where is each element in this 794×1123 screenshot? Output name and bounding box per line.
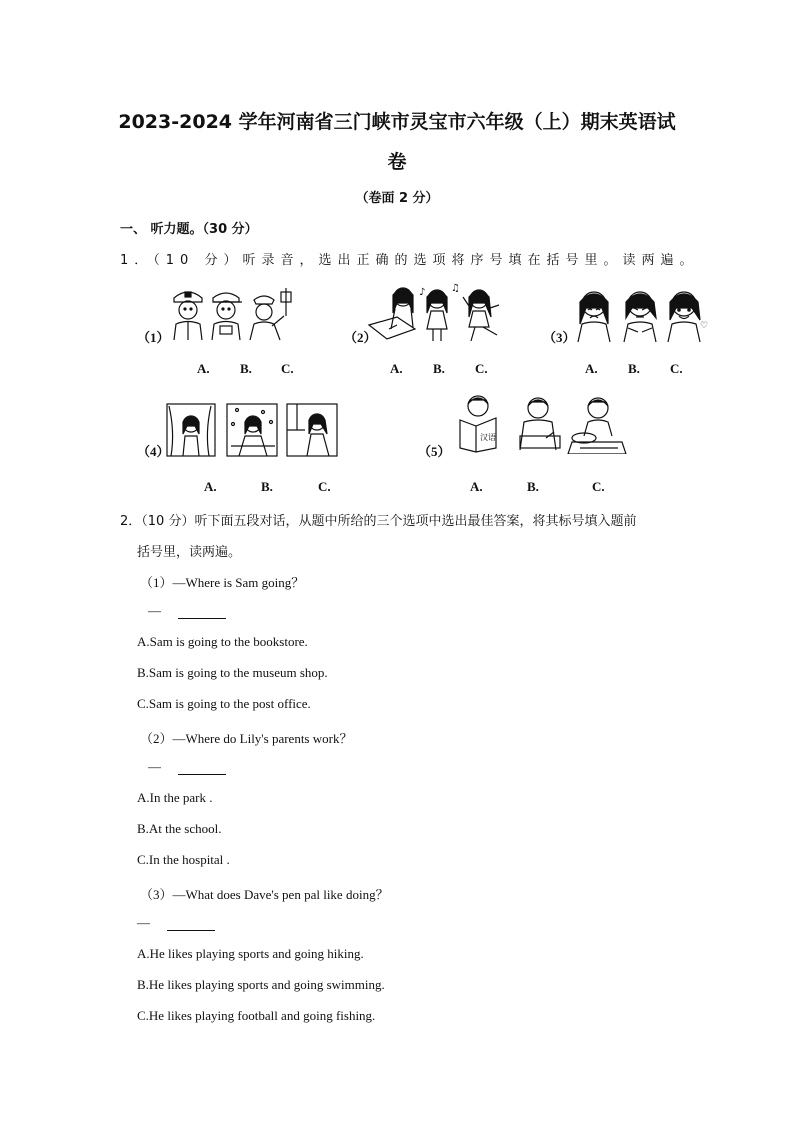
option-5a: A.: [470, 479, 483, 494]
boy-activities-icon: [450, 392, 630, 454]
boy-writing-figure: [520, 398, 560, 450]
question-2-3: （3）—What does Dave's pen pal like doing？: [140, 887, 389, 902]
section-heading: 一、 听力题。（30 分）: [120, 222, 258, 237]
option-5b: B.: [527, 479, 539, 494]
page-title: 2023-2024 学年河南省三门峡市灵宝市六年级（上）期末英语试: [118, 111, 676, 133]
group-label-4: （4）: [137, 444, 170, 459]
answer-blank[interactable]: [178, 762, 226, 775]
option-1c: C.: [281, 361, 294, 376]
soldier-figure: [212, 293, 242, 340]
option-2-2-c: C.In the hospital .: [137, 852, 230, 867]
police-officer-icon: [168, 286, 298, 342]
question-1-text: 1．（10 分）听录音，选出正确的选项将序号填在括号里。读两遍。: [120, 253, 699, 268]
answer-blank-row: [148, 759, 226, 775]
girl-emotions-icon: [572, 284, 712, 344]
girl-drawing-figure: [369, 288, 415, 339]
option-2-3-a: A.He likes playing sports and going hiking.: [137, 946, 364, 961]
group-label-5: （5）: [418, 444, 451, 459]
option-2-2-a: A.In the park .: [137, 790, 213, 805]
subtitle: （卷面 2 分）: [355, 191, 439, 206]
option-4a: A.: [204, 479, 217, 494]
option-4c: C.: [318, 479, 331, 494]
answer-dash: —: [148, 759, 161, 774]
group-label-1: （1）: [137, 330, 170, 345]
option-2c: C.: [475, 361, 488, 376]
group-label-2: （2）: [344, 330, 377, 345]
answer-dash: —: [137, 915, 150, 930]
svg-text:♪: ♪: [419, 287, 426, 298]
girl-dancing-figure: [463, 290, 499, 341]
svg-text:♡: ♡: [700, 321, 709, 331]
option-5c: C.: [592, 479, 605, 494]
answer-blank-row: [148, 603, 226, 619]
girl-happy-figure: [668, 292, 708, 342]
girl-crying-figure: [578, 292, 610, 342]
question-2-1: （1）—Where is Sam going？: [140, 575, 305, 590]
option-2-3-b: B.He likes playing sports and going swimming.: [137, 977, 385, 992]
group-label-3: （3）: [543, 330, 576, 345]
option-2b: B.: [433, 361, 445, 376]
question-2-text-continued: 括号里，读两遍。: [137, 545, 242, 560]
boy-cooking-figure: [568, 398, 626, 454]
option-3b: B.: [628, 361, 640, 376]
girl-weather-icon: [165, 402, 345, 458]
answer-dash: —: [148, 603, 161, 618]
option-2-2-b: B.At the school.: [137, 821, 222, 836]
option-2-1-c: C.Sam is going to the post office.: [137, 696, 311, 711]
option-2a: A.: [390, 361, 403, 376]
question-2-text: 2．（10 分）听下面五段对话，从题中所给的三个选项中选出最佳答案，将其标号填入题前: [120, 514, 637, 529]
girl-window-figure: [287, 404, 337, 456]
option-2-1-b: B.Sam is going to the museum shop.: [137, 665, 328, 680]
nurse-figure: [250, 288, 291, 340]
answer-blank[interactable]: [178, 606, 226, 619]
question-2-2: （2）—Where do Lily's parents work？: [140, 731, 353, 746]
answer-blank-row: [137, 915, 215, 931]
option-2-3-c: C.He likes playing football and going fishing.: [137, 1008, 376, 1023]
police-officer-figure: [174, 292, 202, 340]
answer-blank[interactable]: [167, 918, 215, 931]
svg-text:汉语: 汉语: [480, 433, 496, 442]
option-4b: B.: [261, 479, 273, 494]
option-1b: B.: [240, 361, 252, 376]
option-2-1-a: A.Sam is going to the bookstore.: [137, 634, 308, 649]
girl-drawing-icon: [367, 283, 517, 343]
option-3c: C.: [670, 361, 683, 376]
svg-text:♫: ♫: [451, 283, 460, 294]
girl-snow-figure: [227, 404, 277, 456]
girl-angry-figure: [624, 292, 656, 342]
girl-singing-figure: [419, 283, 460, 341]
page-title-continued: 卷: [387, 151, 407, 173]
option-3a: A.: [585, 361, 598, 376]
girl-curtain-figure: [167, 404, 215, 456]
boy-reading-figure: [460, 396, 496, 452]
option-1a: A.: [197, 361, 210, 376]
